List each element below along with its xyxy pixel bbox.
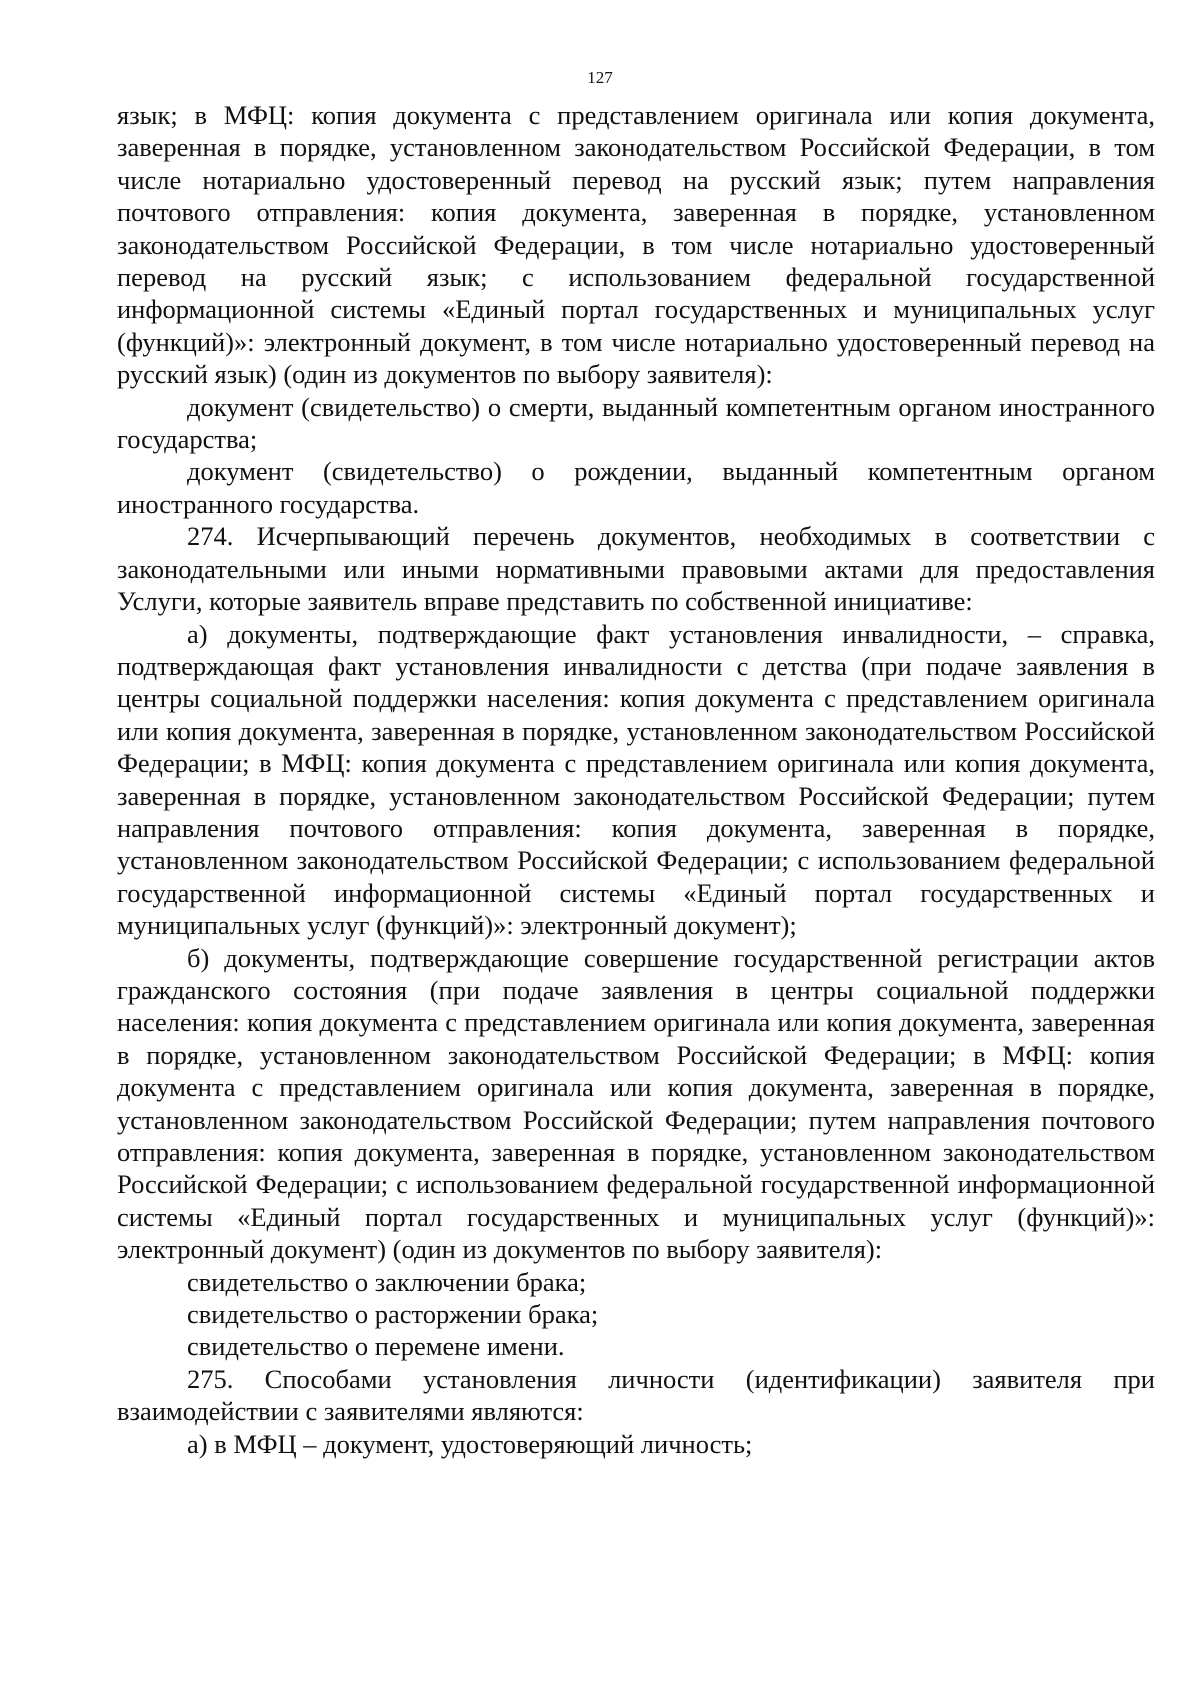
document-body <box>117 99 1155 1460</box>
paragraph-death-certificate: документ (свидетельство) о смерти, выданный компетентным органом иностранного государства; <box>117 391 1155 455</box>
paragraph-clause-275: 275. Способами установления личности (идентификации) заявителя при взаимодействии с заявителями являются: <box>117 1363 1155 1427</box>
paragraph-item-a-disability: а) документы, подтверждающие факт установления инвалидности, – справка, подтверждающая факт установления инвалидности с детства (при подаче заявления в центры социальной поддержки населения: копия документа с представлением оригинала или копия документа, заверенная в порядке, установленном законодательством Российской Федерации; в МФЦ: копия документа с представлением оригинала или копия документа, заверенная в порядке, установленном законодательством Российской Федерации; путем направления почтового отправления: копия документа, заверенная в порядке, установленном законодательством Российской Федерации; с использованием федеральной государственной информационной системы «Единый портал государственных и муниципальных услуг (функций)»: электронный документ); <box>117 618 1155 941</box>
paragraph-clause-274: 274. Исчерпывающий перечень документов, необходимых в соответствии с законодательными или иными нормативными правовыми актами для предоставления Услуги, которые заявитель вправе представить по собственной инициативе: <box>117 521 1155 617</box>
list-item-name-change-certificate: свидетельство о перемене имени. <box>187 1331 565 1362</box>
paragraph-birth-certificate: документ (свидетельство) о рождении, выданный компетентным органом иностранного государства. <box>117 456 1155 519</box>
paragraph-item-b-civil-registration: б) документы, подтверждающие совершение государственной регистрации актов гражданского состояния (при подаче заявления в центры социальной поддержки населения: копия документа с представлением оригинала или копия документа, заверенная в порядке, установленном законодательством Российской Федерации; в МФЦ: копия документа с представлением оригинала или копия документа, заверенная в порядке, установленном законодательством Российской Федерации; путем направления почтового отправления: копия документа, заверенная в порядке, установленном законодательством Российской Федерации; с использованием федеральной государственной информационной системы «Единый портал государственных и муниципальных услуг (функций)»: электронный документ) (один из документов по выбору заявителя): <box>117 942 1155 1265</box>
list-item-marriage-certificate: свидетельство о заключении брака; <box>187 1266 587 1297</box>
paragraph-continuation: язык; в МФЦ: копия документа с представлением оригинала или копия документа, заверенная в порядке, установленном законодательством Российской Федерации, в том числе нотариально удостоверенный перевод на русский язык; путем направления почтового отправления: копия документа, заверенная в порядке, установленном законодательством Российской Федерации, в том числе нотариально удостоверенный перевод на русский язык; с использованием федеральной государственной информационной системы «Единый портал государственных и муниципальных услуг (функций)»: электронный документ, в том числе нотариально удостоверенный перевод на русский язык) (один из документов по выбору заявителя): <box>117 100 1155 390</box>
paragraph-item-a-mfc-identity: а) в МФЦ – документ, удостоверяющий личность; <box>187 1428 753 1459</box>
list-item-divorce-certificate: свидетельство о расторжении брака; <box>187 1299 599 1330</box>
page-number: 127 <box>587 68 613 87</box>
